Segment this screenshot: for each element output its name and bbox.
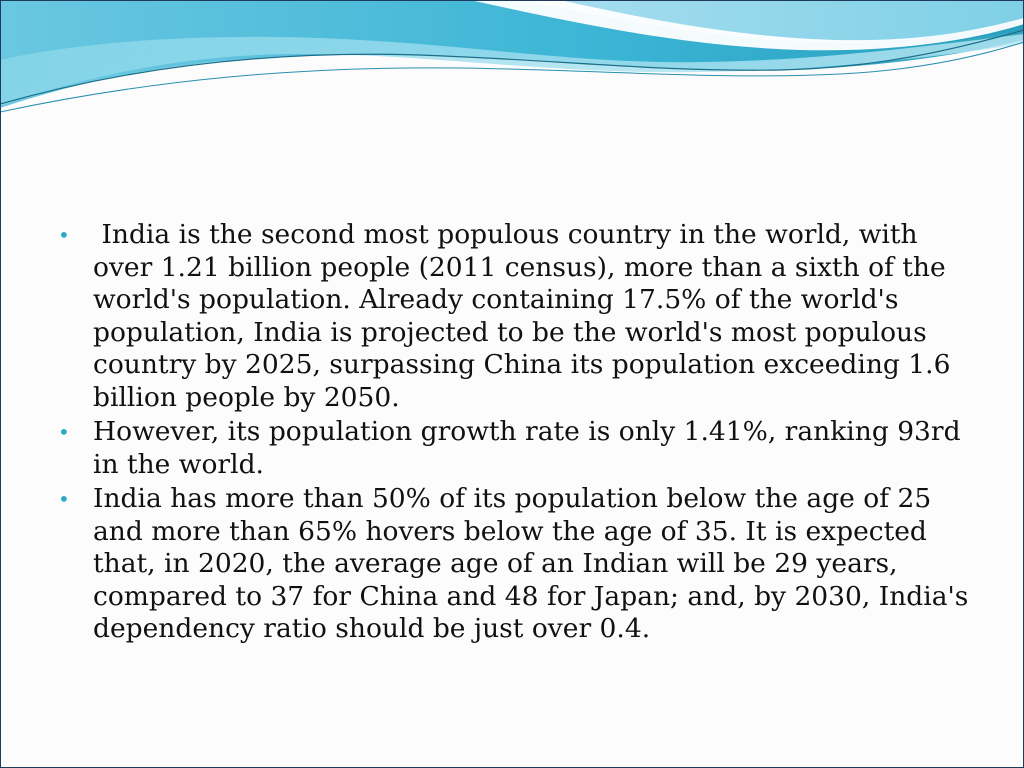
bullet-dot-icon: •: [58, 420, 70, 444]
bullet-text: However, its population growth rate is only 1.41%, ranking 93rd in the world.: [93, 416, 961, 480]
bullet-text: India has more than 50% of its population below the age of 25 and more than 65% hovers below the age of 35. It is expected that, in 2020, the average age of an Indian will be 29 years, compared to 37 for China and 48 for Japan; and, by 2030, India's dependency ratio should be just over 0.4.: [93, 483, 969, 644]
bullet-dot-icon: •: [58, 487, 70, 511]
bullet-dot-icon: •: [58, 223, 70, 247]
bullet-content: [56, 219, 976, 648]
bullet-item: [56, 219, 976, 414]
bullet-item: [56, 416, 976, 481]
wave-header-decoration: [0, 0, 1024, 120]
bullet-list: [56, 219, 976, 646]
bullet-item: [56, 483, 976, 646]
bullet-text: India is the second most populous country in the world, with over 1.21 billion people (2011 census), more than a sixth of the world's population. Already containing 17.5% of the world's population, India is projected to be the world's most populous country by 2025, surpassing China its population exceeding 1.6 billion people by 2050.: [93, 219, 959, 413]
